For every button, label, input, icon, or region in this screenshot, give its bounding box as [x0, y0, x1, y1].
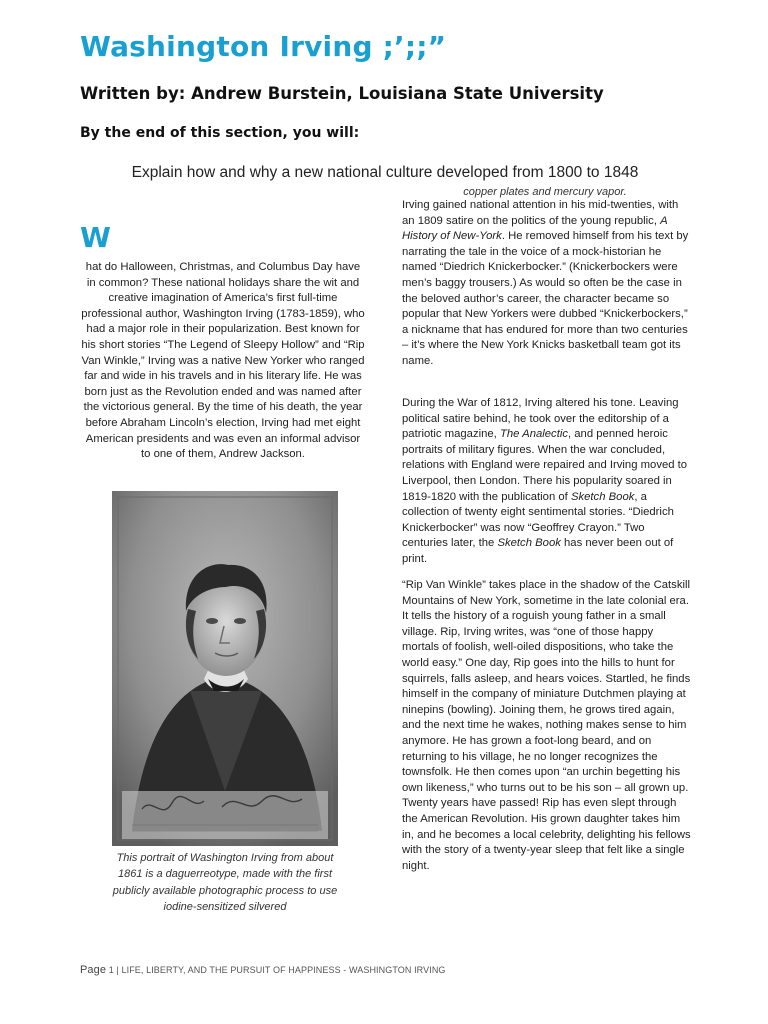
text-run: has never been out of print. — [402, 537, 674, 565]
running-title: LIFE, LIBERTY, AND THE PURSUIT OF HAPPINESS - WASHINGTON IRVING — [121, 965, 446, 975]
page-title: Washington Irving ;’;;” — [80, 30, 447, 63]
photo-caption: This portrait of Washington Irving from about 1861 is a daguerreotype, made with the first publicly available photographic process to use iodine-sensitized silvered — [112, 852, 338, 914]
body-paragraph-3: “Rip Van Winkle” takes place in the shadow of the Catskill Mountains of New York, sometime in the late colonial era. It tells the history of a roguish young father in a small village. Rip, Irving writes, was “one of those happy mortals of foolish, well-oiled dispositions, who take the world easy.” One day, Rip goes into the hills to hunt for squirrels, falls asleep, and hears voices. Startled, he finds himself in the company of miniature Dutchmen playing at ninepins (bowling). Joining them, he grows tired again, and the next time he wakes, nothing makes sense to him anymore. He has grown a foot-long beard, and on returning to his village, he no longer recognizes the townsfolk. He then comes upon “an urchin begetting his own likeness,” who turns out to be his son – all grown up. Twenty years have passed! Rip has even slept through the American Revolution. His grown daughter takes him in, and he becomes a local celebrity, delighting his fellows with the story of a twenty-year sleep that felt like a single night. — [402, 579, 691, 872]
intro-paragraph: hat do Halloween, Christmas, and Columbus Day have in common? These national holidays share the wit and creative imagination of America’s first full-time professional author, Washington Irving (1783-1859), who had a major role in their popularization. Best known for his short stories “The Legend of Sleepy Hollow” and “Rip Van Winkle,” Irving was a native New Yorker who ranged far and wide in his travels and in his literary life. He was born just as the Revolution ended and was named after the victorious general. By the time of his death, the year before Abraham Lincoln’s election, Irving had met eight American presidents and was even an informal advisor to one of them, Andrew Jackson. — [81, 261, 365, 461]
book-title: Sketch Book — [497, 537, 561, 550]
text-run: Irving gained national attention in his mid-twenties, with an 1809 satire on the politics of the young republic, — [402, 199, 679, 227]
text-run: , a collection of twenty eight sentimental stories. “Diedrich Knickerbocker” was now “Geoffrey Crayon.” Two centuries later, the — [402, 490, 674, 550]
caption-fragment: copper plates and mercury vapor. — [463, 186, 627, 198]
page-footer — [80, 964, 446, 976]
text-run: , and penned heroic portraits of military figures. When the war concluded, relations with England were repaired and Irving moved to Liverpool, then London. There his popularity soared in 1819-1820 with the publication of — [402, 428, 688, 503]
body-paragraph-1 — [402, 198, 692, 370]
book-title: A History of New-York — [402, 214, 668, 243]
objectives-heading: By the end of this section, you will: — [80, 125, 360, 141]
body-paragraph-2 — [402, 396, 692, 568]
portrait-photo — [112, 491, 338, 846]
page-label: Page — [80, 964, 107, 976]
footer-separator: | — [116, 965, 119, 975]
portrait-illustration — [112, 491, 338, 846]
author-byline: Written by: Andrew Burstein, Louisiana State University — [80, 84, 604, 103]
text-run: . He removed himself from his text by narrating the tale in the voice of a mock-historian he named “Diedrich Knickerbocker.” (Knickerbockers were men’s baggy trousers.) As would so often be the case in the beloved author’s career, the character became so popular that New Yorkers were dubbed “Knickerbockers,” a nickname that has endured for more than two centuries – it’s where the New York Knicks basketball team got its name. — [402, 230, 689, 367]
book-title: Sketch Book — [570, 490, 635, 503]
drop-cap-letter: W — [80, 221, 111, 254]
page-number: 1 — [108, 965, 114, 975]
magazine-title: The Analectic — [499, 428, 568, 441]
objective-item: Explain how and why a new national culture developed from 1800 to 1848 — [131, 164, 639, 181]
text-run: During the War of 1812, Irving altered his tone. Leaving political satire behind, he took over the editorship of a patriotic magazine, — [402, 397, 679, 441]
